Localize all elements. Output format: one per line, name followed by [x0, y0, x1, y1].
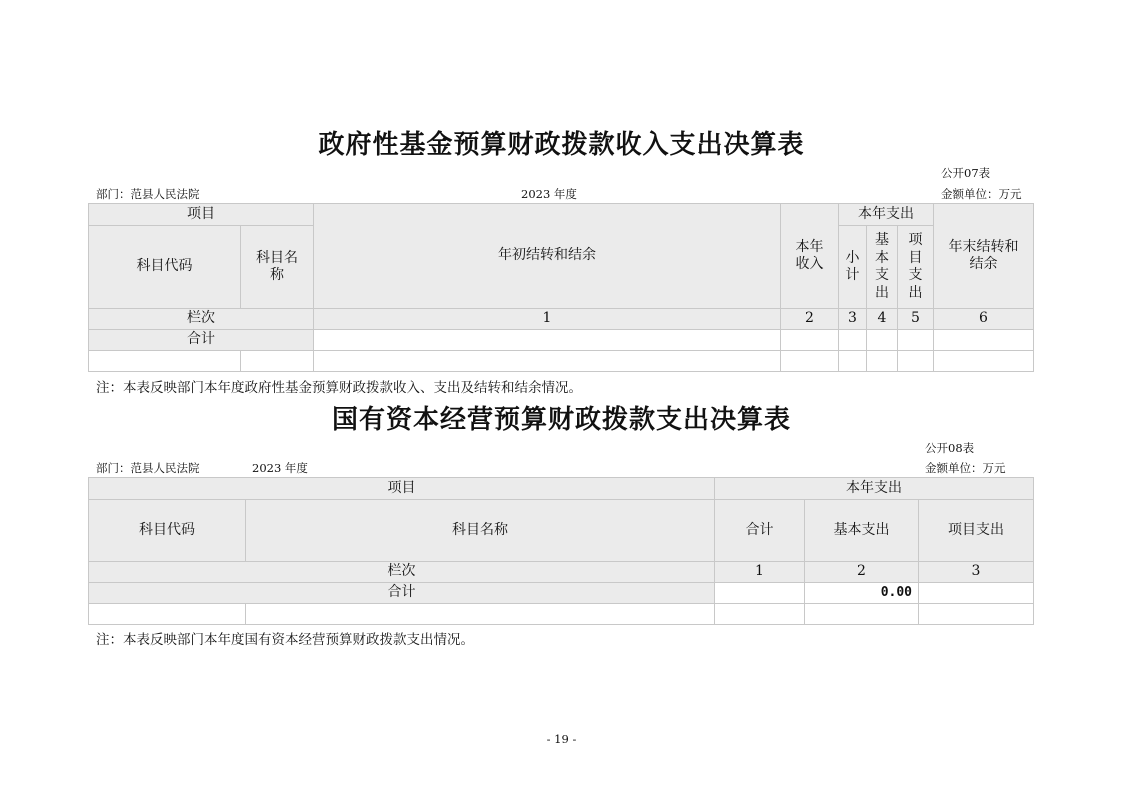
- t08-header-project: 项目: [89, 478, 715, 500]
- t07-col-2: 2: [781, 309, 839, 330]
- table08-note: 注：本表反映部门本年度国有资本经营预算财政拨款支出情况。: [96, 632, 474, 648]
- table-row: [89, 604, 1034, 625]
- t07-header-begin-balance: 年初结转和结余: [314, 204, 781, 309]
- t08-header-basic: 基本支出: [805, 500, 919, 562]
- t07-col-4: 4: [867, 309, 898, 330]
- t07-header-project-exp: 项目支出: [898, 226, 934, 309]
- t08-header-subject-name: 科目名称: [246, 500, 715, 562]
- t08-header-total: 合计: [715, 500, 805, 562]
- table08: [88, 477, 1034, 625]
- page-number: - 19 -: [546, 732, 577, 746]
- t07-header-expense-group: 本年支出: [839, 204, 934, 226]
- t07-header-income: 本年收入: [781, 204, 839, 309]
- table-row: [89, 583, 1034, 604]
- t07-header-subtotal: 小计: [839, 226, 867, 309]
- t07-col-label: 栏次: [89, 309, 314, 330]
- table08-code: 公开08表: [925, 441, 975, 455]
- table07-code: 公开07表: [941, 166, 991, 180]
- t08-col-2: 2: [805, 562, 919, 583]
- t07-header-basic: 基本支出: [867, 226, 898, 309]
- t08-header-expense-group: 本年支出: [715, 478, 1034, 500]
- t08-col-3: 3: [919, 562, 1034, 583]
- t07-col-5: 5: [898, 309, 934, 330]
- t07-header-project: 项目: [89, 204, 314, 226]
- table08-unit: 金额单位：万元: [925, 461, 1006, 475]
- t08-col-1: 1: [715, 562, 805, 583]
- table08-year: 2023 年度: [252, 461, 308, 475]
- t07-col-1: 1: [314, 309, 781, 330]
- table-row: [89, 351, 1034, 372]
- table08-title: 国有资本经营预算财政拨款支出决算表: [331, 405, 791, 435]
- table07-unit: 金额单位：万元: [941, 187, 1022, 201]
- t07-header-subject-name: 科目名称: [241, 226, 314, 309]
- table-row: [89, 330, 1034, 351]
- t07-total-label: 合计: [89, 330, 314, 351]
- table08-dept: 部门：范县人民法院: [96, 461, 200, 475]
- t08-header-project-exp: 项目支出: [919, 500, 1034, 562]
- t08-total-label: 合计: [89, 583, 715, 604]
- table07-title: 政府性基金预算财政拨款收入支出决算表: [318, 130, 805, 160]
- t08-total-basic-value: 0.00: [805, 583, 919, 604]
- table07: [88, 203, 1034, 372]
- table07-dept: 部门：范县人民法院: [96, 187, 200, 201]
- t08-col-label: 栏次: [89, 562, 715, 583]
- t07-header-subject-code: 科目代码: [89, 226, 241, 309]
- t07-col-6: 6: [934, 309, 1034, 330]
- t07-header-end-balance: 年末结转和结余: [934, 204, 1034, 309]
- table07-note: 注：本表反映部门本年度政府性基金预算财政拨款收入、支出及结转和结余情况。: [96, 380, 582, 396]
- t07-col-3: 3: [839, 309, 867, 330]
- table07-year: 2023 年度: [521, 187, 577, 201]
- t08-header-subject-code: 科目代码: [89, 500, 246, 562]
